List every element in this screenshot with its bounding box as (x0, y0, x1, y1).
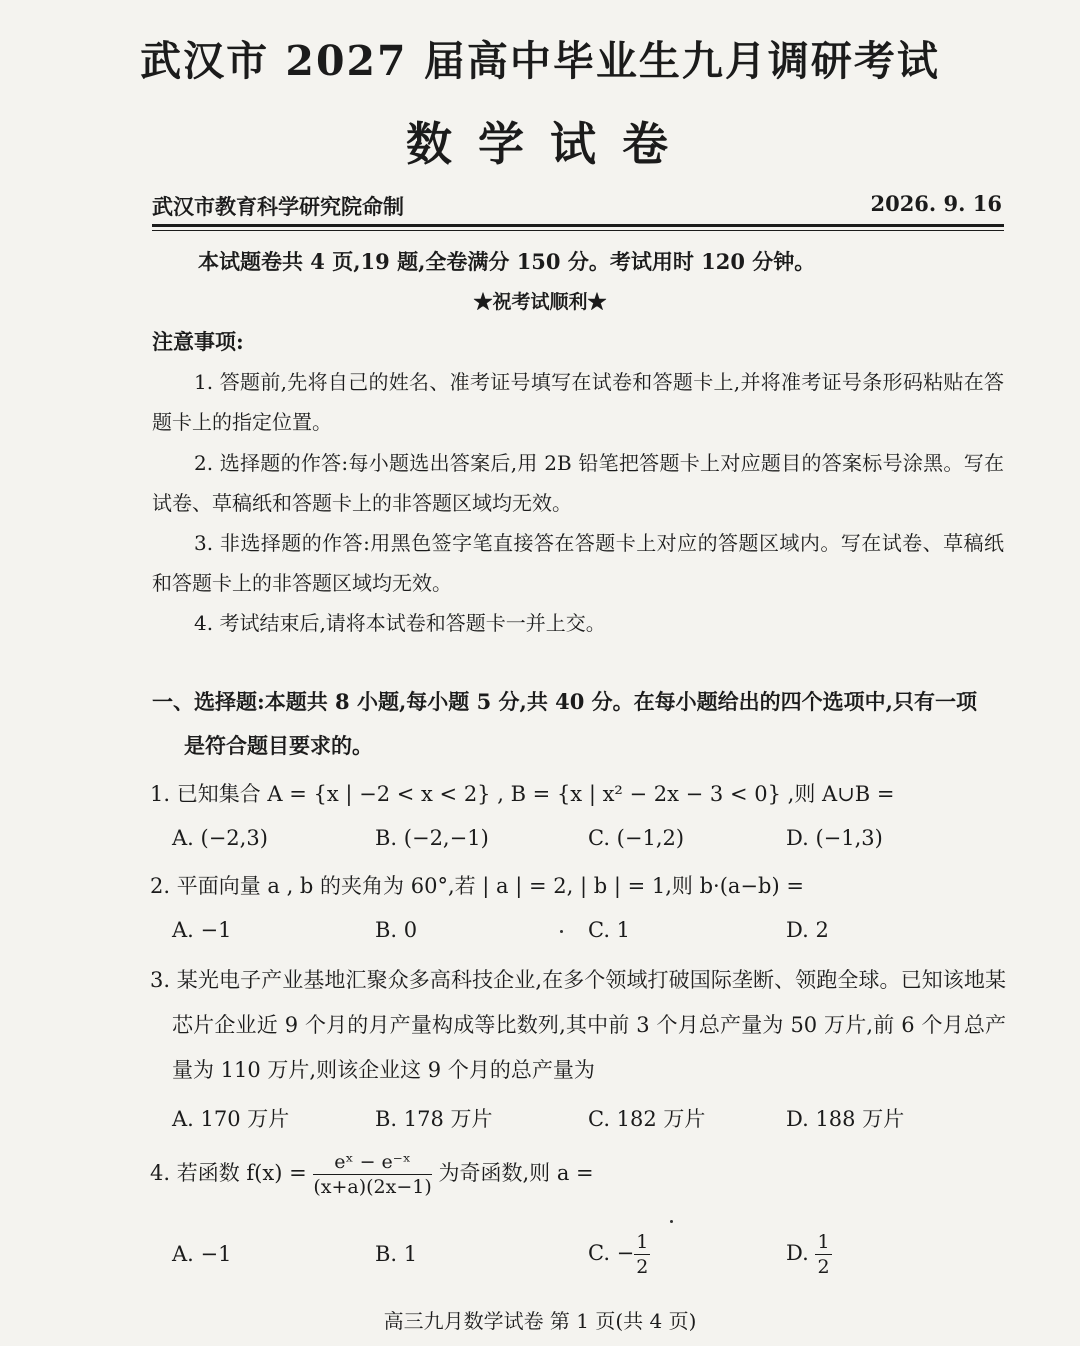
q4-stem-before: 4. 若函数 f(x) = (150, 1161, 307, 1185)
q4-option-d-label: D. (786, 1241, 809, 1265)
header-divider-thick (152, 224, 1004, 227)
notes-title: 注意事项: (152, 329, 244, 354)
question-2-stem: 2. 平面向量 a , b 的夹角为 60°,若 | a | = 2, | b | = 1,则 b·(a−b) = (150, 874, 804, 898)
question-3-text: 3. 某光电子产业基地汇聚众多高科技企业,在多个领域打破国际垄断、领跑全球。已知该地某芯片企业近 9 个月的月产量构成等比数列,其中前 3 个月总产量为 50 万片,前 6 个月总产量为 110 万片,则该企业这 9 个月的总产量为 (150, 968, 1006, 1082)
exam-title: 武汉市 2027 届高中毕业生九月调研考试 (140, 37, 940, 85)
q4-fraction-numerator: eˣ − e⁻ˣ (313, 1150, 431, 1175)
good-luck-line: ★祝考试顺利★ (473, 291, 607, 313)
note-item: 3. 非选择题的作答:用黑色签字笔直接答在答题卡上对应的答题区域内。写在试卷、草稿纸和答题卡上的非答题区域均无效。 (152, 531, 1004, 595)
q1-option-c: C. (−1,2) (588, 826, 685, 850)
q4-fraction (313, 1150, 431, 1199)
q2-option-b: B. 0 (375, 918, 418, 942)
question-4-stem (150, 1150, 594, 1199)
exam-date: 2026. 9. 16 (870, 191, 1002, 216)
q4-option-d (786, 1230, 832, 1279)
note-item: 2. 选择题的作答:每小题选出答案后,用 2B 铅笔把答题卡上对应题目的答案标号涂黑。写在试卷、草稿纸和答题卡上的非答题区域均无效。 (152, 451, 1004, 515)
section-heading (152, 680, 1008, 768)
q3-option-b: B. 178 万片 (375, 1107, 493, 1131)
q4-option-b: B. 1 (375, 1242, 418, 1266)
exam-summary: 本试题卷共 4 页,19 题,全卷满分 150 分。考试用时 120 分钟。 (198, 249, 816, 274)
question-1-stem: 1. 已知集合 A = {x | −2 < x < 2} , B = {x | x² − 2x − 3 < 0} ,则 A∪B = (150, 782, 895, 806)
paper-speck (560, 930, 563, 933)
issuer: 武汉市教育科学研究院命制 (152, 194, 404, 219)
q4-option-a: A. −1 (172, 1242, 232, 1266)
note-item: 1. 答题前,先将自己的姓名、准考证号填写在试卷和答题卡上,并将准考证号条形码粘贴在答题卡上的指定位置。 (152, 370, 1004, 434)
q1-option-a: A. (−2,3) (172, 826, 268, 850)
question-3-stem (150, 958, 1006, 1093)
q2-option-c: C. 1 (588, 918, 631, 942)
section-heading-line1: 一、选择题:本题共 8 小题,每小题 5 分,共 40 分。在每小题给出的四个选项中,只有一项 (152, 689, 977, 714)
page-footer: 高三九月数学试卷 第 1 页(共 4 页) (383, 1309, 697, 1333)
q2-option-a: A. −1 (172, 918, 232, 942)
paper-speck (670, 1220, 673, 1223)
q4-option-c (588, 1230, 650, 1279)
exam-subtitle: 数学试卷 (406, 117, 694, 171)
q3-option-d: D. 188 万片 (786, 1107, 905, 1131)
q2-option-d: D. 2 (786, 918, 829, 942)
q4-option-d-fraction: $\frac{1}{2}$ (817, 1231, 830, 1278)
q4-option-c-fraction: $\frac{1}{2}$ (636, 1231, 649, 1278)
q1-option-d: D. (−1,3) (786, 826, 883, 850)
q4-option-c-label: C. − (588, 1241, 635, 1265)
q3-option-c: C. 182 万片 (588, 1107, 706, 1131)
header-divider-thin (152, 230, 1004, 231)
section-heading-line2: 是符合题目要求的。 (184, 733, 373, 758)
q1-option-b: B. (−2,−1) (375, 826, 489, 850)
q3-option-a: A. 170 万片 (172, 1107, 290, 1131)
note-item: 4. 考试结束后,请将本试卷和答题卡一并上交。 (194, 611, 606, 635)
q4-fraction-denominator: (x+a)(2x−1) (313, 1176, 432, 1198)
q4-stem-after: 为奇函数,则 a = (438, 1161, 594, 1185)
